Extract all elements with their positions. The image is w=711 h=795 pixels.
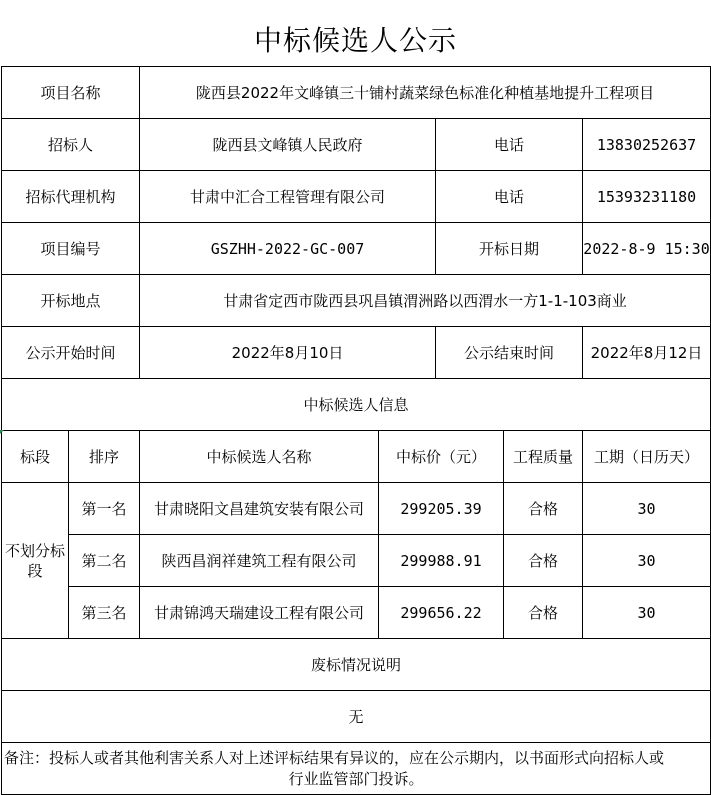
publicity-end-value: 2022年8月12日: [583, 327, 711, 379]
col-period-header: 工期（日历天）: [583, 431, 711, 483]
announcement-table: [1, 66, 711, 795]
tenderer-value: 陇西县文峰镇人民政府: [140, 119, 436, 171]
open-date-label: 开标日期: [436, 223, 583, 275]
cell-corner-marker: [0, 430, 4, 434]
project-no-row: [2, 223, 711, 275]
col-rank-header: 排序: [69, 431, 140, 483]
tenderer-phone-value: 13830252637: [583, 119, 711, 171]
candidate-period: 30: [583, 587, 711, 639]
note-row: [2, 743, 711, 795]
void-value-row: [2, 691, 711, 743]
candidate-quality: 合格: [504, 483, 583, 535]
project-name-value: 陇西县2022年文峰镇三十铺村蔬菜绿色标准化种植基地提升工程项目: [140, 67, 711, 119]
note-line-1: 备注：投标人或者其他利害关系人对上述评标结果有异议的，应在公示期内，以书面形式向招标人或: [4, 748, 665, 767]
candidate-price: 299988.91: [379, 535, 504, 587]
tenderer-row: [2, 119, 711, 171]
candidate-name: 甘肃锦鸿天瑞建设工程有限公司: [140, 587, 379, 639]
candidate-rank: 第三名: [69, 587, 140, 639]
table-row: [2, 587, 711, 639]
candidate-period: 30: [583, 483, 711, 535]
project-name-row: [2, 67, 711, 119]
open-date-value: 2022-8-9 15:30: [583, 223, 711, 275]
col-lot-header: 标段: [2, 431, 69, 483]
open-place-row: [2, 275, 711, 327]
project-no-label: 项目编号: [2, 223, 140, 275]
publicity-row: [2, 327, 711, 379]
agency-phone-value: 15393231180: [583, 171, 711, 223]
tenderer-label: 招标人: [2, 119, 140, 171]
publicity-start-value: 2022年8月10日: [140, 327, 436, 379]
project-name-label: 项目名称: [2, 67, 140, 119]
publicity-start-label: 公示开始时间: [2, 327, 140, 379]
lot-value: 不划分标段: [2, 483, 69, 639]
candidate-quality: 合格: [504, 535, 583, 587]
candidates-section-heading: 中标候选人信息: [2, 379, 711, 431]
open-place-value: 甘肃省定西市陇西县巩昌镇渭洲路以西渭水一方1-1-103商业: [140, 275, 711, 327]
candidate-rank: 第二名: [69, 535, 140, 587]
table-row: [2, 535, 711, 587]
col-price-header: 中标价（元）: [379, 431, 504, 483]
candidate-price: 299205.39: [379, 483, 504, 535]
void-section-row: [2, 639, 711, 691]
agency-row: [2, 171, 711, 223]
col-name-header: 中标候选人名称: [140, 431, 379, 483]
candidates-section-row: [2, 379, 711, 431]
void-section-heading: 废标情况说明: [2, 639, 711, 691]
agency-label: 招标代理机构: [2, 171, 140, 223]
candidate-name: 陕西昌润祥建筑工程有限公司: [140, 535, 379, 587]
candidates-header-row: [2, 431, 711, 483]
void-value: 无: [2, 691, 711, 743]
candidate-price: 299656.22: [379, 587, 504, 639]
candidate-period: 30: [583, 535, 711, 587]
candidate-name: 甘肃晓阳文昌建筑安装有限公司: [140, 483, 379, 535]
col-quality-header: 工程质量: [504, 431, 583, 483]
candidate-quality: 合格: [504, 587, 583, 639]
agency-phone-label: 电话: [436, 171, 583, 223]
tenderer-phone-label: 电话: [436, 119, 583, 171]
candidate-rank: 第一名: [69, 483, 140, 535]
open-place-label: 开标地点: [2, 275, 140, 327]
agency-value: 甘肃中汇合工程管理有限公司: [140, 171, 436, 223]
table-row: [2, 483, 711, 535]
note-line-2: 行业监管部门投诉。: [288, 769, 424, 788]
page-title: 中标候选人公示: [253, 24, 457, 57]
publicity-end-label: 公示结束时间: [436, 327, 583, 379]
project-no-value: GSZHH-2022-GC-007: [140, 223, 436, 275]
note: [2, 743, 711, 795]
